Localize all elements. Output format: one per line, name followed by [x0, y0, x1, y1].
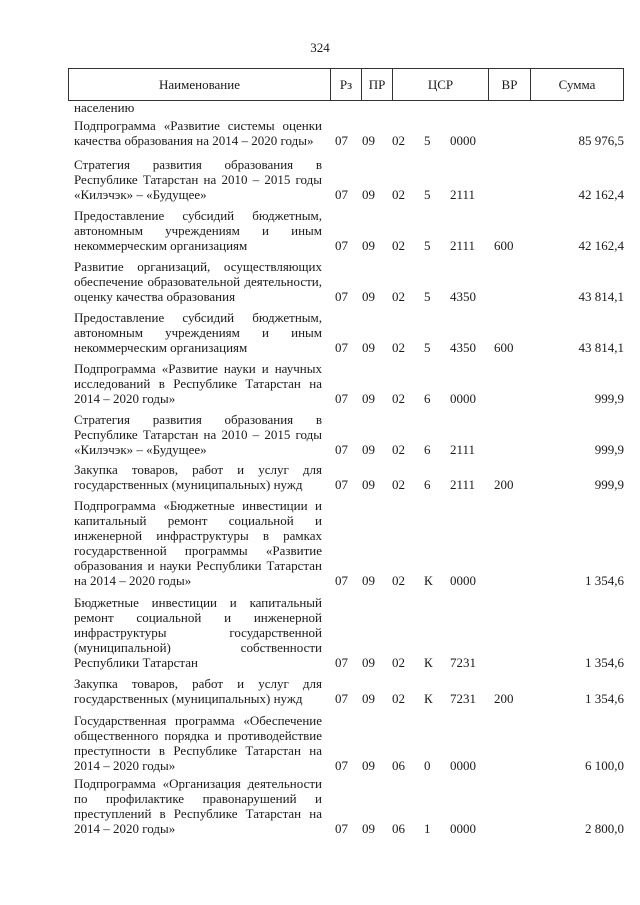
table-row	[0, 118, 640, 148]
row-name: Государственная программа «Обеспечение общественного порядка и противодействие преступности в Республике Татарстан на 2014 – 2020 годы»	[74, 713, 322, 773]
header-csr: ЦСР	[393, 69, 489, 101]
csr-type-cell: 0	[424, 758, 431, 773]
table-row	[0, 595, 640, 670]
header-rz: Рз	[331, 69, 362, 101]
pr-cell: 09	[362, 289, 375, 304]
pr-cell: 09	[362, 758, 375, 773]
csr-type-cell: 6	[424, 391, 431, 406]
row-name: Подпрограмма «Бюджетные инвестиции и капитальный ремонт социальной и инженерной инфраструктуры в рамках государственной программы «Развитие образования и науки Республики Татарстан на 2014 – 2020 годы»	[74, 498, 322, 588]
rz-cell: 07	[335, 691, 348, 706]
page-number: 324	[310, 40, 330, 55]
csr-code-cell: 0000	[450, 133, 476, 148]
header-name: Наименование	[69, 69, 331, 101]
row-name: Подпрограмма «Организация деятельности по профилактике правонарушений и преступлений в Республике Татарстан на 2014 – 2020 годы»	[74, 776, 322, 836]
header-vr: ВР	[489, 69, 531, 101]
sum-cell: 1 354,6	[585, 691, 624, 706]
sum-cell: 1 354,6	[585, 655, 624, 670]
csr-code-cell: 0000	[450, 758, 476, 773]
csr-group-cell: 02	[392, 133, 405, 148]
header-sum: Сумма	[531, 69, 624, 101]
table-row	[0, 462, 640, 492]
rz-cell: 07	[335, 655, 348, 670]
rz-cell: 07	[335, 289, 348, 304]
table-header	[68, 68, 624, 101]
sum-cell: 42 162,4	[578, 187, 624, 202]
rz-cell: 07	[335, 758, 348, 773]
csr-group-cell: 02	[392, 655, 405, 670]
row-name: Подпрограмма «Развитие системы оценки качества образования на 2014 – 2020 годы»	[74, 118, 322, 148]
csr-group-cell: 02	[392, 289, 405, 304]
sum-cell: 42 162,4	[578, 238, 624, 253]
pr-cell: 09	[362, 340, 375, 355]
csr-type-cell: 6	[424, 477, 431, 492]
rz-cell: 07	[335, 340, 348, 355]
csr-group-cell: 02	[392, 187, 405, 202]
table-row	[0, 498, 640, 588]
sum-cell: 999,9	[594, 391, 624, 406]
row-name: Подпрограмма «Развитие науки и научных исследований в Республике Татарстан на 2014 – 2020 годы»	[74, 361, 322, 406]
rz-cell: 07	[335, 573, 348, 588]
csr-type-cell: 5	[424, 289, 431, 304]
csr-code-cell: 7231	[450, 655, 476, 670]
csr-code-cell: 4350	[450, 340, 476, 355]
csr-type-cell: 6	[424, 442, 431, 457]
sum-cell: 999,9	[594, 442, 624, 457]
row-name: Закупка товаров, работ и услуг для государственных (муниципальных) нужд	[74, 676, 322, 706]
vr-cell: 200	[494, 477, 514, 492]
header-pr: ПР	[362, 69, 393, 101]
csr-code-cell: 7231	[450, 691, 476, 706]
vr-cell: 600	[494, 238, 514, 253]
row-name: Бюджетные инвестиции и капитальный ремонт социальной и инженерной инфраструктуры государственной (муниципальной) собственности Республики Татарстан	[74, 595, 322, 670]
sum-cell: 43 814,1	[578, 340, 624, 355]
pr-cell: 09	[362, 442, 375, 457]
csr-code-cell: 2111	[450, 442, 476, 457]
csr-group-cell: 02	[392, 340, 405, 355]
csr-type-cell: К	[424, 691, 433, 706]
csr-type-cell: 1	[424, 821, 431, 836]
rz-cell: 07	[335, 442, 348, 457]
sum-cell: 999,9	[594, 477, 624, 492]
csr-code-cell: 0000	[450, 821, 476, 836]
vr-cell: 200	[494, 691, 514, 706]
table-row	[0, 208, 640, 253]
csr-type-cell: 5	[424, 187, 431, 202]
csr-group-cell: 06	[392, 758, 405, 773]
row-name: Закупка товаров, работ и услуг для государственных (муниципальных) нужд	[74, 462, 322, 492]
csr-group-cell: 02	[392, 573, 405, 588]
pr-cell: 09	[362, 655, 375, 670]
table-row	[0, 310, 640, 355]
table-row	[0, 157, 640, 202]
pr-cell: 09	[362, 821, 375, 836]
table-row	[0, 259, 640, 304]
csr-type-cell: 5	[424, 340, 431, 355]
sum-cell: 6 100,0	[585, 758, 624, 773]
csr-code-cell: 2111	[450, 238, 476, 253]
csr-code-cell: 0000	[450, 573, 476, 588]
rz-cell: 07	[335, 477, 348, 492]
rz-cell: 07	[335, 821, 348, 836]
csr-group-cell: 02	[392, 691, 405, 706]
sum-cell: 43 814,1	[578, 289, 624, 304]
csr-group-cell: 02	[392, 442, 405, 457]
pr-cell: 09	[362, 573, 375, 588]
rz-cell: 07	[335, 391, 348, 406]
table-row	[0, 412, 640, 457]
rz-cell: 07	[335, 187, 348, 202]
csr-code-cell: 2111	[450, 187, 476, 202]
csr-group-cell: 02	[392, 391, 405, 406]
row-name: Стратегия развития образования в Республике Татарстан на 2010 – 2015 годы «Килэчэк» – «Будущее»	[74, 412, 322, 457]
table-row	[0, 676, 640, 706]
csr-code-cell: 0000	[450, 391, 476, 406]
row-name: Предоставление субсидий бюджетным, автономным учреждениям и иным некоммерческим организациям	[74, 208, 322, 253]
csr-group-cell: 02	[392, 238, 405, 253]
sum-cell: 85 976,5	[578, 133, 624, 148]
rz-cell: 07	[335, 133, 348, 148]
table-row	[0, 776, 640, 836]
continuation-text: населению	[74, 100, 135, 115]
table-row	[0, 713, 640, 773]
csr-type-cell: 5	[424, 238, 431, 253]
sum-cell: 2 800,0	[585, 821, 624, 836]
pr-cell: 09	[362, 133, 375, 148]
csr-type-cell: К	[424, 655, 433, 670]
csr-type-cell: 5	[424, 133, 431, 148]
csr-group-cell: 06	[392, 821, 405, 836]
pr-cell: 09	[362, 187, 375, 202]
table-row	[0, 361, 640, 406]
pr-cell: 09	[362, 477, 375, 492]
csr-code-cell: 4350	[450, 289, 476, 304]
csr-type-cell: К	[424, 573, 433, 588]
pr-cell: 09	[362, 691, 375, 706]
csr-group-cell: 02	[392, 477, 405, 492]
row-name: Стратегия развития образования в Республике Татарстан на 2010 – 2015 годы «Килэчэк» – «Будущее»	[74, 157, 322, 202]
pr-cell: 09	[362, 391, 375, 406]
row-name: Развитие организаций, осуществляющих обеспечение образовательной деятельности, оценку качества образования	[74, 259, 322, 304]
rz-cell: 07	[335, 238, 348, 253]
row-name: Предоставление субсидий бюджетным, автономным учреждениям и иным некоммерческим организациям	[74, 310, 322, 355]
pr-cell: 09	[362, 238, 375, 253]
vr-cell: 600	[494, 340, 514, 355]
sum-cell: 1 354,6	[585, 573, 624, 588]
csr-code-cell: 2111	[450, 477, 476, 492]
